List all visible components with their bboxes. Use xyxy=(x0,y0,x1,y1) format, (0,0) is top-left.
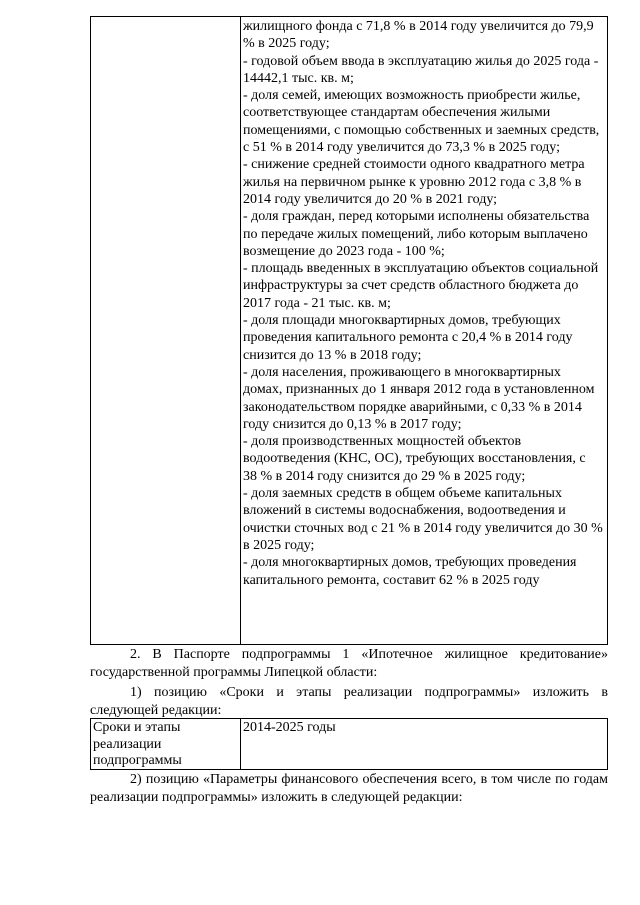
terms-label: Сроки и этапы реализации подпрограммы xyxy=(93,720,182,768)
indicator-item: - площадь введенных в эксплуатацию объектов социальной инфраструктуры за счет средств областного бюджета до 2017 года - 21 тыс. кв. м; xyxy=(243,261,599,311)
table-column-divider xyxy=(240,719,241,769)
paragraph-2: 2. В Паспорте подпрограммы 1 «Ипотечное жилищное кредитование» государственной программы Липецкой области: xyxy=(90,647,608,680)
indicator-item: - годовой объем ввода в эксплуатацию жилья до 2025 года - 14442,1 тыс. кв. м; xyxy=(243,53,599,86)
terms-value: 2014-2025 годы xyxy=(243,720,336,735)
table-column-divider xyxy=(240,17,241,644)
indicator-item: - доля многоквартирных домов, требующих проведения капитального ремонта, составит 62 % в 2025 году xyxy=(243,555,577,588)
indicator-item: - доля заемных средств в общем объеме капитальных вложений в системы водоснабжения, водоотведения и очистки сточных вод с 21 % в 2014 году увеличится до 30 % в 2025 году; xyxy=(243,486,603,553)
indicator-item: - снижение средней стоимости одного квадратного метра жилья на первичном рынке к уровню 2012 года с 3,8 % в 2014 году увеличится до 20 % в 2021 году; xyxy=(243,157,585,207)
indicator-item: жилищного фонда с 71,8 % в 2014 году увеличится до 79,9 % в 2025 году; xyxy=(243,19,594,52)
indicator-item: - доля семей, имеющих возможность приобрести жилье, соответствующее стандартам обеспечения жилыми помещениями, с помощью собственных и заемных средств, с 51 % в 2014 году увеличится до 73,3 % в 2025 году; xyxy=(243,88,600,156)
item-2: 2) позицию «Параметры финансового обеспечения всего, в том числе по годам реализации подпрограммы» изложить в следующей редакции: xyxy=(90,772,608,805)
indicator-item: - доля площади многоквартирных домов, требующих проведения капитального ремонта с 20,4 % в 2014 году снизится до 13 % в 2018 году; xyxy=(243,313,573,363)
terms-table xyxy=(90,718,608,770)
indicator-item: - доля населения, проживающего в многоквартирных домах, признанных до 1 января 2012 года в установленном законодательством порядке аварийными, с 0,33 % в 2014 году снизится до 0,13 % в 2017 году; xyxy=(243,364,595,432)
indicator-item: - доля производственных мощностей объектов водоотведения (КНС, ОС), требующих восстановления, с 38 % в 2014 году снизится до 29 % в 2025 году; xyxy=(243,434,586,484)
indicators-table xyxy=(90,16,608,645)
indicators-cell xyxy=(243,18,603,589)
item-1: 1) позицию «Сроки и этапы реализации подпрограммы» изложить в следующей редакции: xyxy=(90,685,608,718)
indicator-item: - доля граждан, перед которыми исполнены обязательства по передаче жилых помещений, либо которым выплачено возмещение до 2023 года - 100 %; xyxy=(243,209,590,259)
